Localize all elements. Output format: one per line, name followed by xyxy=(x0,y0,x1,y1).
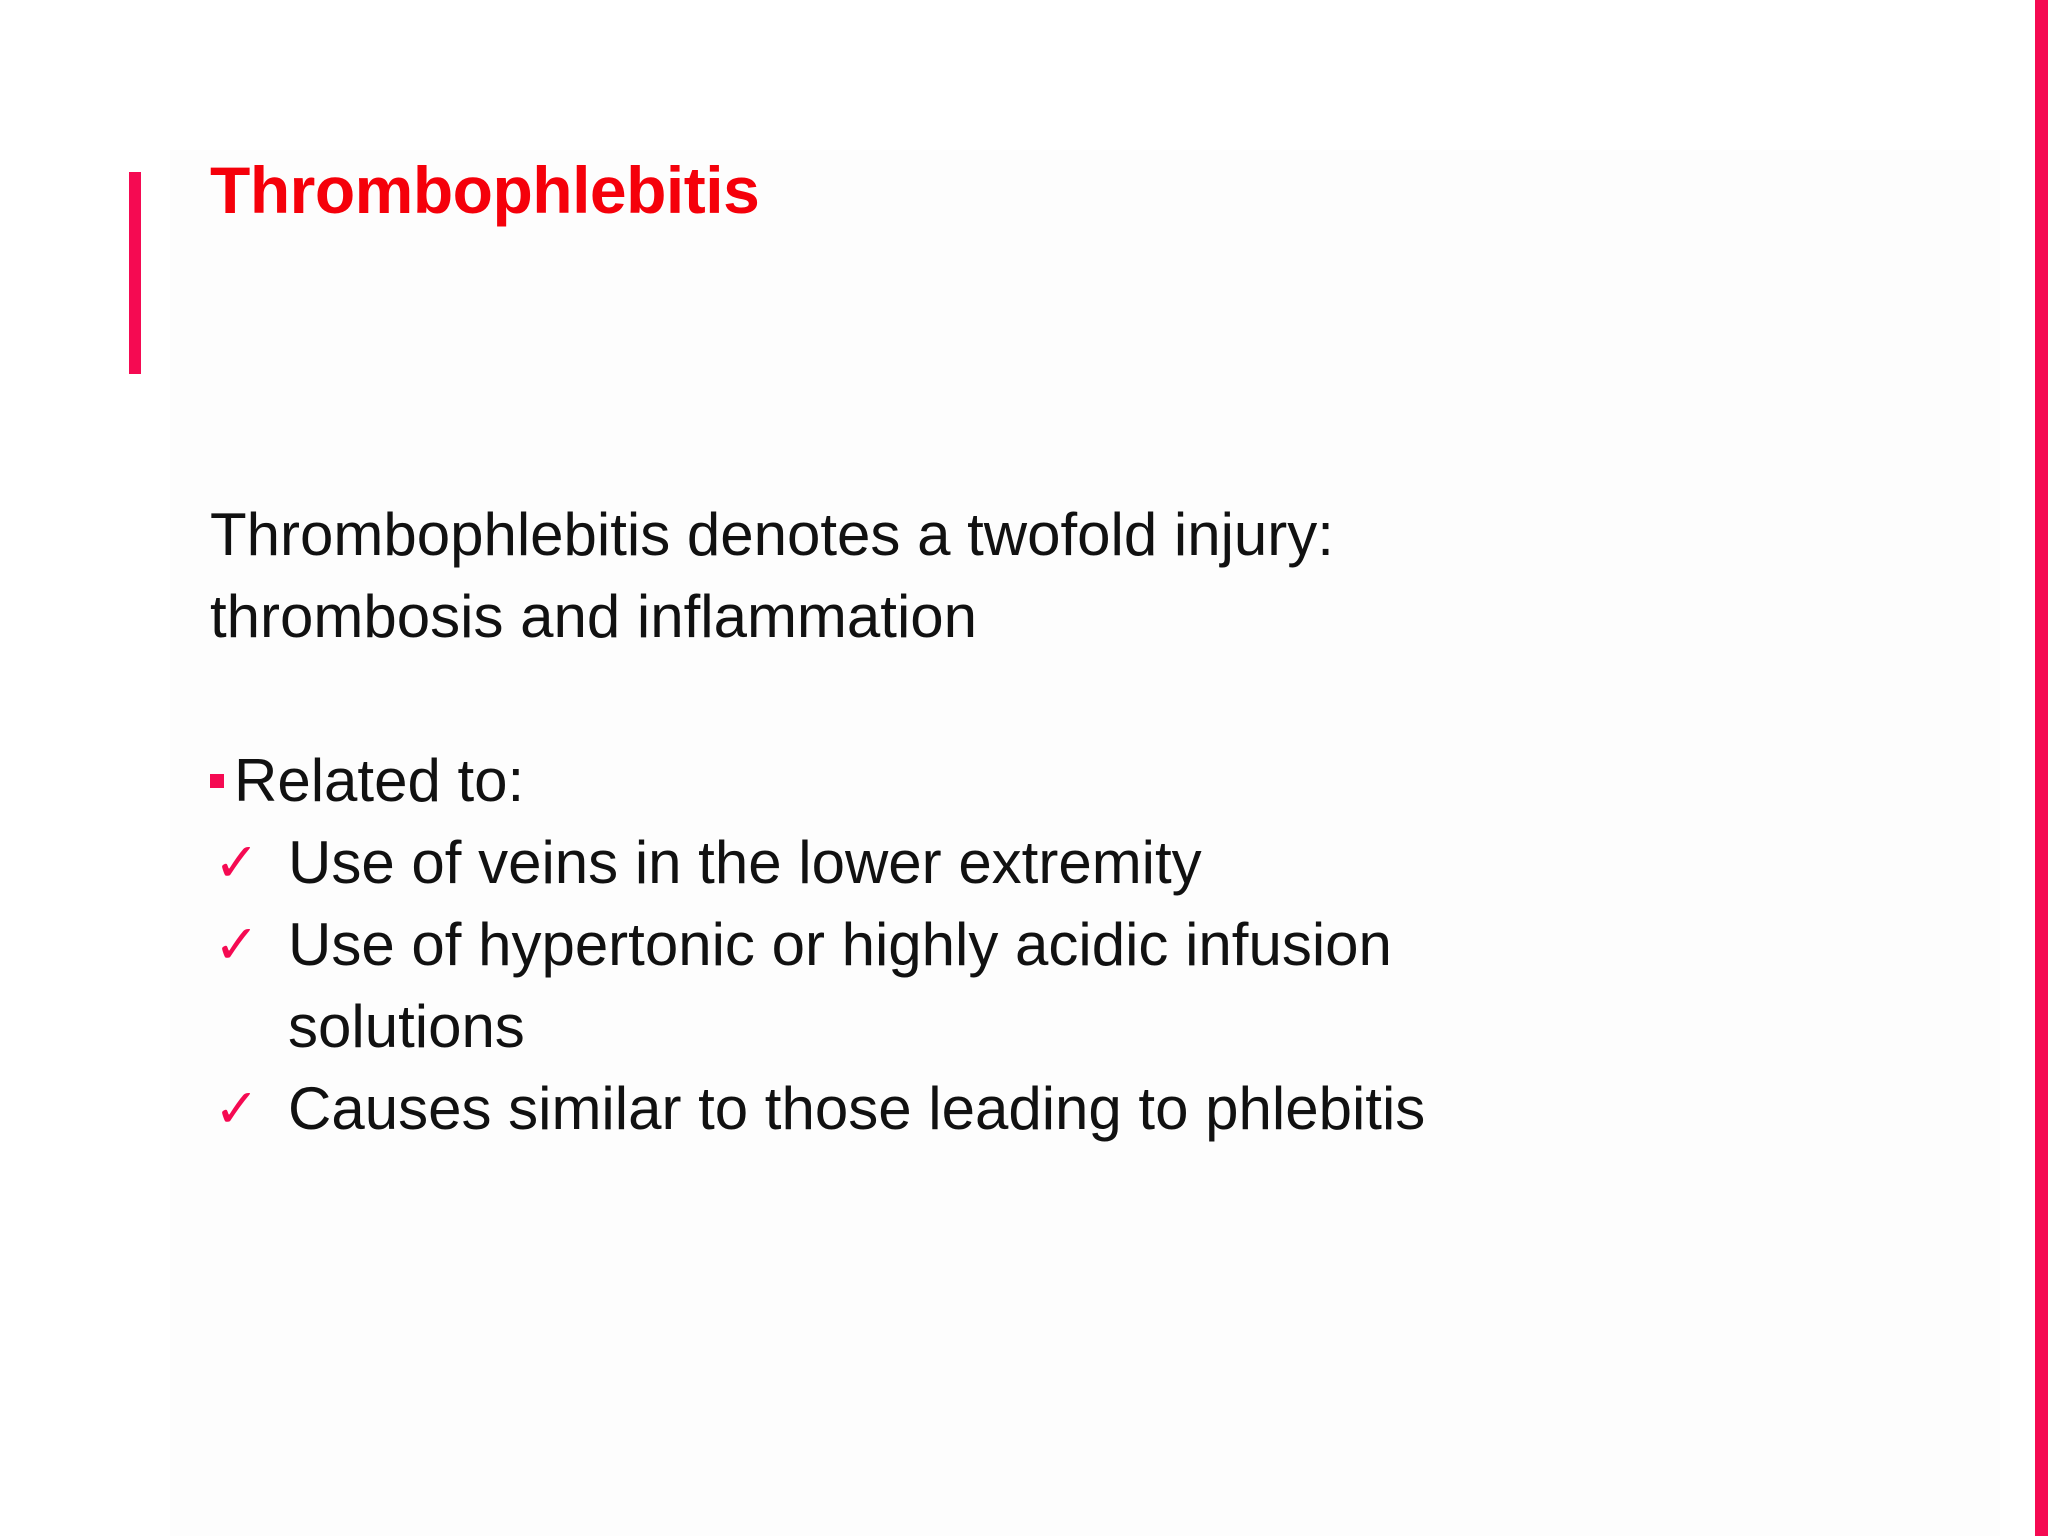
related-heading-label: Related to: xyxy=(234,747,525,814)
check-icon: ✓ xyxy=(214,1077,260,1140)
intro-text: Thrombophlebitis denotes a twofold injury: thrombosis and inflammation xyxy=(210,501,1334,650)
paragraph-spacer xyxy=(210,658,1550,740)
list-item-text: Causes similar to those leading to phlebitis xyxy=(288,1075,1426,1142)
related-list xyxy=(210,822,1550,1150)
slide-title: Thrombophlebitis xyxy=(210,153,760,227)
list-item xyxy=(210,822,1550,904)
list-item xyxy=(210,1068,1550,1150)
check-icon: ✓ xyxy=(214,913,260,976)
slide-body xyxy=(210,494,1550,1150)
list-item-text: Use of veins in the lower extremity xyxy=(288,829,1202,896)
related-heading xyxy=(210,740,1550,822)
check-icon: ✓ xyxy=(214,831,260,894)
square-bullet-icon xyxy=(210,774,224,788)
list-item-text: Use of hypertonic or highly acidic infusion solutions xyxy=(288,911,1392,1060)
title-accent-bar xyxy=(129,172,141,374)
list-item xyxy=(210,904,1550,1068)
right-edge-bar xyxy=(2035,0,2048,1536)
